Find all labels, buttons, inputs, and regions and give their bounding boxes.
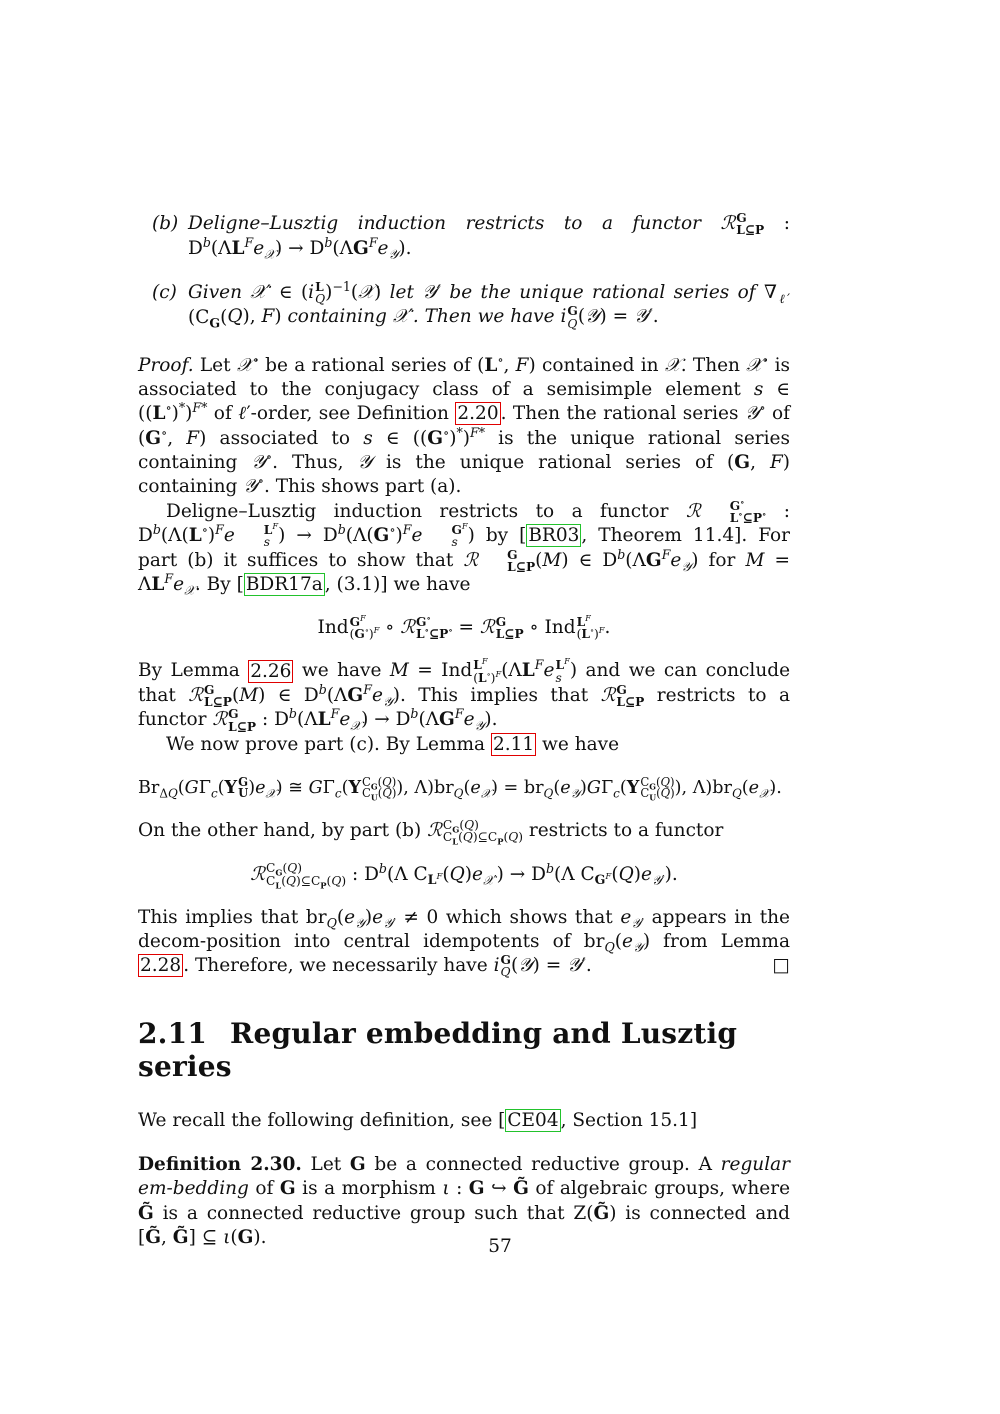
proof-paragraph-6: This implies that $br_Q(e_𝒴)e_{𝒴'} \ne 0$ which shows that $e_{𝒴'}$ appears in the decom-position into central idempotents of $br_Q(e_𝒴)$ from Lemma 2.28 . Therefore, we necessarily have i G Q (𝒴) = 𝒴′. □ <box>138 906 791 980</box>
proof-paragraph-2: Deligne–Lusztig induction restricts to a functor ℛ G∘ L∘⊆P∘ : $D^b(\Lambda(L^\circ)^Fe$ $L^F$ s ) → $D^b(\Lambda(G^\circ)^Fe$ $G^F$ s ) by [ BR03 , Theorem 11.4]. For part (b) it suffices to show that ℛ G L⊆P (M) ∈ $D^b(\Lambda G^Fe_𝒴)$ for $M = \Lambda L^Fe_𝒳$. By [ BDR17a , (3.1)] we have <box>138 496 791 598</box>
page-body <box>138 212 790 1250</box>
statement-item-c: (c) Given 𝒳′ ∈ (i L Q )$^{-1}$(𝒳) let 𝒴′ be the unique rational series of $\nabla_{\ell'}(C_G(Q)$, F) containing 𝒳′. Then we have i G Q (𝒴) = 𝒴′. <box>152 278 791 331</box>
ref-definition-2-20[interactable]: 2.20 <box>457 403 499 425</box>
section-number: 2.11 <box>138 1016 207 1050</box>
intro-cite-tail: Section 15.1] <box>572 1109 698 1131</box>
ref-lemma-2-28[interactable]: 2.28 <box>140 955 182 977</box>
proof-paragraph-3: By Lemma 2.26 we have M = Ind $L^F$ $(L^\circ)^F$ ($\Lambda L^Fe$ $L^F$ s ) and we can conclude that ℛ G L⊆P (M) ∈ $D^b(\Lambda G^Fe_𝒴)$. This implies that ℛ G L⊆P restricts to a functor ℛ G L⊆P : $D^b(\Lambda L^Fe_𝒳) \to D^b(\Lambda G^Fe_𝒴)$. <box>138 656 791 734</box>
definition-label: Definition 2.30. <box>138 1154 302 1176</box>
section-title: Regular embedding and Lusztig series <box>138 1016 738 1083</box>
proof-label: Proof. <box>138 354 194 376</box>
definition-2-30: Definition 2.30. Let G be a connected reductive group. A regular em-bedding of G is a morphism ι : G ↪ G̃ of algebraic groups, where G̃ is a connected reductive group such that Z(G̃) is connected and [G̃, G̃] ⊆ ι(G). <box>138 1154 791 1248</box>
equation-ind-commute: Ind $G^F$ $(G^\circ)^F$ ∘ ℛ G∘ L∘⊆P∘ = ℛ G L⊆P ∘ Ind $L^F$ $(L^\circ)^F$ . <box>317 613 611 642</box>
section-intro: We recall the following definition, see [ CE04 , Section 15.1] <box>138 1109 698 1131</box>
intro-text: We recall the following definition, see <box>138 1109 493 1131</box>
equation-brauer: $Br_{\Delta Q}(G\Gamma_c(Y$ G U )$e_𝒳$) ≅ $G\Gamma_c(Y$ $C_G(Q)$ $C_U(Q)$ ), $\Lambda)br_Q(e_𝒳) = br_Q(e_𝒴)G\Gamma_c(Y$ $C_G(Q)$ $C_U(Q)$ ), $\Lambda)br_Q(e_𝒳)$. <box>138 774 782 803</box>
statement-item-b: (b) Deligne–Lusztig induction restricts to a functor ℛ G L⊆P : $D^b(\Lambda L^Fe_𝒳) \to D^b(\Lambda G^Fe_𝒴)$. <box>152 211 790 262</box>
ref-ce04[interactable]: CE04 <box>507 1109 559 1131</box>
proof-paragraph-4: We now prove part (c). By Lemma 2.11 we have <box>166 733 620 755</box>
ref-br03[interactable]: BR03 <box>528 525 580 547</box>
section-heading <box>138 1017 790 1083</box>
ref-lemma-2-26[interactable]: 2.26 <box>250 660 292 682</box>
page-number: 57 <box>488 1236 512 1257</box>
proof-paragraph-1: Proof. Let 𝒳∘ be a rational series of (L∘, F) contained in 𝒳. Then 𝒳∘ is associated to the conjugacy class of a semisimple element s ∈ $((L^\circ)^*)^{F*}$ of ℓ′-order, see Definition 2.20 . Then the rational series 𝒴∘ of (G∘, F) associated to s ∈ $((G^\circ)^*)^{F*}$ is the unique rational series containing 𝒴∘. Thus, 𝒴 is the unique rational series of (G, F) containing 𝒴∘. This shows part (a). <box>138 351 791 498</box>
ref-bdr17a[interactable]: BDR17a <box>245 574 323 596</box>
qed-symbol: □ <box>772 955 790 977</box>
ref-lemma-2-11[interactable]: 2.11 <box>492 733 535 755</box>
equation-functor-local: ℛ $C_G(Q)$ $C_L(Q)⊆C_P(Q)$ : $D^b(\Lambda$ $C_{L^F}(Q)e_{𝒳'}) \to D^b(\Lambda$ $C_{G^F}(Q)e_{𝒴'}$). <box>250 860 678 891</box>
proof-paragraph-5: On the other hand, by part (b) ℛ $C_G(Q)$ $C_L(Q)⊆C_P(Q)$ restricts to a functor <box>138 818 724 847</box>
